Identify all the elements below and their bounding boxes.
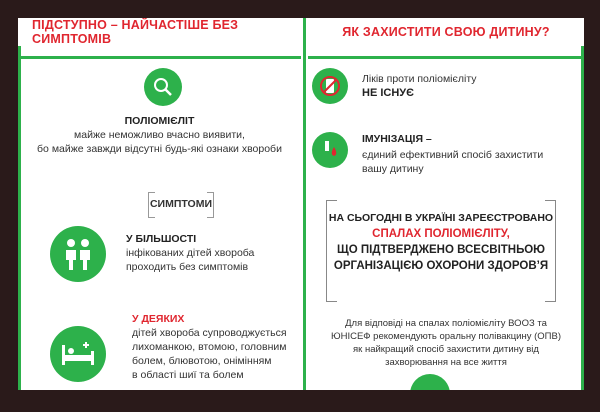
who-line-4: захворювання на все життя xyxy=(385,357,507,368)
polio-title: ПОЛІОМІЄЛІТ xyxy=(124,115,195,127)
no-cure-line-2: НЕ ІСНУЄ xyxy=(362,87,414,99)
no-medicine-icon xyxy=(312,68,348,104)
left-header-underline xyxy=(18,56,301,59)
who-line-3: як найкращий спосіб захистити дитину від xyxy=(353,344,539,355)
outbreak-line-2: СПАЛАХ ПОЛІОМІЄЛІТУ, xyxy=(372,228,510,240)
right-header-underline xyxy=(308,56,584,59)
vaccine-drop-icon xyxy=(312,132,348,168)
some-line-2: лихоманкою, втомою, головним xyxy=(132,341,287,353)
hospital-bed-icon xyxy=(50,326,106,382)
right-header: ЯК ЗАХИСТИТИ СВОЮ ДИТИНУ? xyxy=(342,25,550,39)
polio-desc-1: майже неможливо вчасно виявити, xyxy=(74,129,245,141)
who-line-2: ЮНІСЕФ рекомендують оральну полівакцину (ОПВ) xyxy=(331,331,561,342)
outbreak-notice xyxy=(326,200,556,300)
column-divider xyxy=(303,18,306,390)
some-line-1: дітей хвороба супроводжується xyxy=(132,327,287,339)
left-header: ПІДСТУПНО – НАЙЧАСТІШЕ БЕЗ СИМПТОМІВ xyxy=(32,18,239,46)
some-title: У ДЕЯКИХ xyxy=(132,313,185,325)
children-icon xyxy=(50,226,106,282)
most-title: У БІЛЬШОСТІ xyxy=(126,233,197,245)
some-line-3: болем, блювотою, онімінням xyxy=(132,355,272,367)
left-border xyxy=(18,46,21,390)
who-line-1: Для відповіді на спалах поліомієліту ВООЗ та xyxy=(345,318,547,329)
most-line-1: інфікованих дітей хвороба xyxy=(126,247,255,259)
outbreak-line-1: НА СЬОГОДНІ В УКРАЇНІ ЗАРЕЄСТРОВАНО xyxy=(328,212,554,224)
some-line-4: в області шиї та болем xyxy=(132,369,244,381)
most-line-2: проходить без симптомів xyxy=(126,261,249,273)
symptoms-label: СИМПТОМИ xyxy=(148,192,214,216)
no-cure-line-1: Ліків проти поліомієліту xyxy=(362,73,477,85)
immunization-line-2: вашу дитину xyxy=(362,163,424,175)
immunization-title: ІМУНІЗАЦІЯ – xyxy=(362,133,432,145)
polio-desc-2: бо майже завжди відсутні будь-які ознаки хвороби xyxy=(37,143,282,155)
immunization-line-1: єдиний ефективний спосіб захистити xyxy=(362,149,544,161)
bottom-green-circle xyxy=(410,374,450,390)
outbreak-line-4: ОРГАНІЗАЦІЄЮ ОХОРОНИ ЗДОРОВ’Я xyxy=(333,260,549,272)
outbreak-line-3: ЩО ПІДТВЕРДЖЕНО ВСЕСВІТНЬОЮ xyxy=(336,244,546,256)
infographic xyxy=(18,18,584,390)
magnifier-icon xyxy=(144,68,182,106)
